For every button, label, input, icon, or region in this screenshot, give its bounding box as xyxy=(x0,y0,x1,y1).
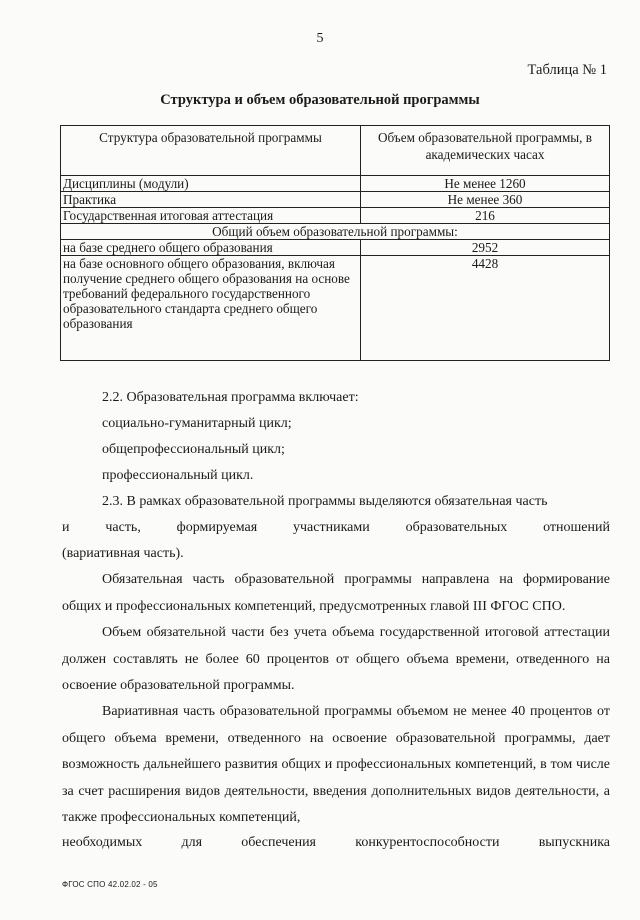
word: выпускника xyxy=(538,835,610,850)
list-item-cycle: социально-гуманитарный цикл; xyxy=(102,416,292,431)
word: необходимых xyxy=(62,835,143,850)
table-caption: Таблица № 1 xyxy=(527,62,607,78)
table-row xyxy=(61,256,610,361)
word: формируемая xyxy=(176,520,258,535)
list-item-cycle: общепрофессиональный цикл; xyxy=(102,442,285,457)
word: часть, xyxy=(105,520,141,535)
table-cell: на базе основного общего образования, включая получение среднего общего образования на основе требований федерального государственного образовательного стандарта среднего общего образования xyxy=(61,256,361,361)
paragraph-2-3-line3: (вариативная часть). xyxy=(62,546,184,561)
word: конкурентоспособности xyxy=(355,835,500,850)
table-total-header-row xyxy=(61,224,610,240)
table-cell: Не менее 360 xyxy=(361,192,610,208)
paragraph-mandatory-volume: Объем обязательной части без учета объема государственной итоговой аттестации должен составлять не более 60 процентов от общего объема времени, отведенного на освоение образовательной программы. xyxy=(62,625,610,693)
table-cell: Практика xyxy=(61,192,361,208)
word: и xyxy=(62,520,70,535)
table-header-row xyxy=(61,126,610,176)
table-header-cell: Структура образовательной программы xyxy=(61,126,361,176)
word: отношений xyxy=(543,520,610,535)
table-cell: Дисциплины (модули) xyxy=(61,176,361,192)
table-row xyxy=(61,192,610,208)
paragraph-variative-last-line xyxy=(62,830,610,857)
table-total-label: Общий объем образовательной программы: xyxy=(61,224,610,240)
word: участниками xyxy=(293,520,370,535)
table-header-cell: Объем образовательной программы, в академических часах xyxy=(361,126,610,176)
table-title: Структура и объем образовательной программы xyxy=(160,92,480,108)
word: обеспечения xyxy=(241,835,317,850)
table-row xyxy=(61,208,610,224)
word: образовательных xyxy=(405,520,508,535)
table-cell: 2952 xyxy=(361,240,610,256)
table-cell: Не менее 1260 xyxy=(361,176,610,192)
word: для xyxy=(181,835,203,850)
paragraph-2-3-line2 xyxy=(62,515,610,542)
paragraph-2-3-line1: 2.3. В рамках образовательной программы выделяются обязательная часть xyxy=(102,494,548,509)
table-row xyxy=(61,240,610,256)
table-cell: Государственная итоговая аттестация xyxy=(61,208,361,224)
paragraph-2-2: 2.2. Образовательная программа включает: xyxy=(102,390,359,405)
table-cell: 216 xyxy=(361,208,610,224)
table-cell: 4428 xyxy=(361,256,610,361)
list-item-cycle: профессиональный цикл. xyxy=(102,468,254,483)
document-footer: ФГОС СПО 42.02.02 - 05 xyxy=(62,880,158,889)
table-row xyxy=(61,176,610,192)
paragraph-variative-part: Вариативная часть образовательной программы объемом не менее 40 процентов от общего объема времени, отведенного на освоение образовательной программы, дает возможность дальнейшего развития общих и профессиональных компетенций, в том числе за счет расширения видов деятельности, введения дополнительных видов деятельности, а также профессиональных компетенций, xyxy=(62,704,610,825)
paragraph-mandatory-part: Обязательная часть образовательной программы направлена на формирование общих и профессиональных компетенций, предусмотренных главой III ФГОС СПО. xyxy=(62,572,610,614)
program-structure-table xyxy=(60,125,610,361)
table-cell: на базе среднего общего образования xyxy=(61,240,361,256)
page-number: 5 xyxy=(316,31,324,46)
